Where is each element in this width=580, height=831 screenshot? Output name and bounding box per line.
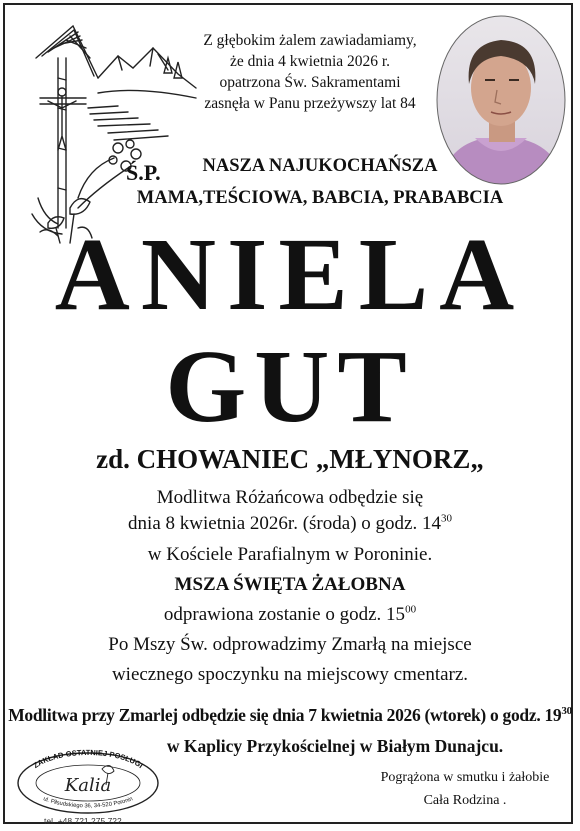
announcement-line: zasnęła w Panu przeżywszy lat 84	[204, 95, 416, 112]
funeral-home-logo	[14, 747, 162, 815]
logo-arc-text: ZAKŁAD OSTATNIEJ POSŁUGI	[31, 747, 145, 771]
announcement-line: opatrzona Św. Sakramentami	[219, 74, 401, 91]
relation-line-1: NASZA NAJUKOCHAŃSZA	[202, 156, 438, 176]
relation-line-2: MAMA,TEŚCIOWA, BABCIA, PRABABCIA	[136, 188, 504, 208]
ceremony-text: dnia 8 kwietnia 2026r. (środa) o godz. 14	[128, 513, 441, 534]
prayer-text: Modlitwa przy Zmarlej odbędzie się dnia 7 kwietnia 2026 (wtorek) o godz. 19	[8, 705, 562, 725]
ceremony-line: Modlitwa Różańcowa odbędzie się	[156, 487, 424, 508]
sp-label: Ś.P.	[126, 160, 161, 185]
announcement-line: że dnia 4 kwietnia 2026 r.	[229, 53, 391, 70]
ceremony-text: odprawiona zostanie o godz. 15	[163, 604, 406, 625]
time-minutes: 30	[561, 705, 572, 718]
time-minutes: 00	[405, 603, 417, 616]
maiden-name: zd. CHOWANIEC „MŁYNORZ„	[96, 444, 484, 474]
last-name: GUT	[165, 329, 415, 444]
logo-address: ul. Piłsudskiego 36, 34-520 Poronin	[42, 796, 134, 810]
family-line-1: Pogrążona w smutku i żałobie	[380, 770, 550, 785]
ceremony-line-rosary-time	[0, 513, 580, 535]
ceremony-line-mass-time	[0, 604, 580, 626]
funeral-home-phone: tel. +48 721 275 722	[44, 816, 122, 826]
time-minutes: 30	[440, 512, 452, 525]
ceremony-line: Po Mszy Św. odprowadzimy Zmarłą na miejsce	[108, 634, 472, 655]
ceremony-line: wiecznego spoczynku na miejscowy cmentarz.	[111, 664, 469, 685]
first-name: ANIELA	[54, 217, 526, 332]
prayer-location: w Kaplicy Przykościelnej w Białym Dunajcu.	[166, 736, 504, 756]
mass-heading: MSZA ŚWIĘTA ŻAŁOBNA	[174, 574, 406, 595]
prayer-line	[0, 705, 580, 726]
ceremony-line: w Kościele Parafialnym w Poroninie.	[147, 544, 433, 565]
announcement	[190, 30, 430, 114]
announcement-line: Z głębokim żalem zawiadamiamy,	[203, 32, 417, 49]
logo-brand: Kalia	[64, 775, 112, 796]
family-signature: Cała Rodzina .	[423, 793, 507, 808]
